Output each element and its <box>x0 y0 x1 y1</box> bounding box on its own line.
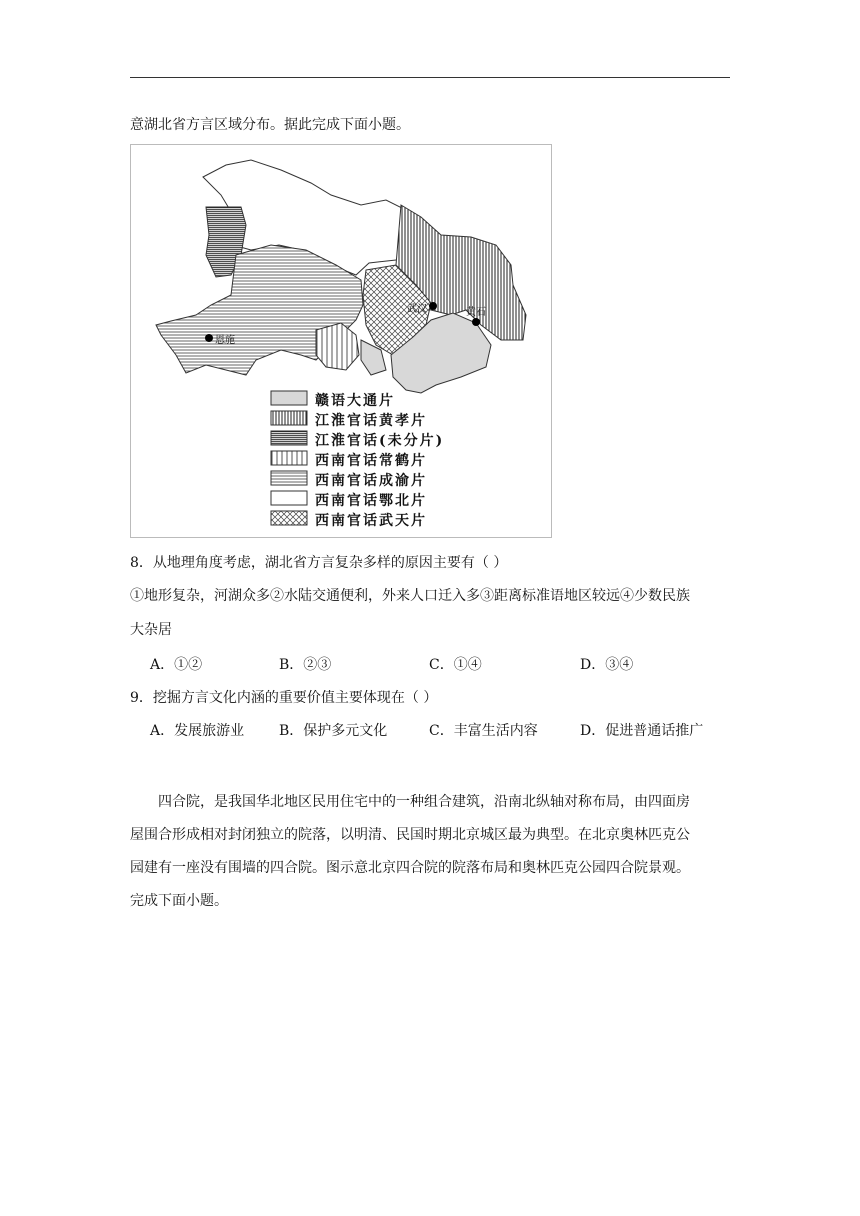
passage-line1: 四合院，是我国华北地区民用住宅中的一种组合建筑，沿南北纵轴对称布局，由四面房 <box>158 794 690 810</box>
q9-stem: 9．挖掘方言文化内涵的重要价值主要体现在（ ） <box>130 690 438 706</box>
q8-option-d[interactable]: D．③④ <box>580 657 634 673</box>
city-label-huangshi: 黄石 <box>466 307 486 318</box>
passage-line3: 园建有一座没有围墙的四合院。图示意北京四合院的院落布局和奥林匹克公园四合院景观。 <box>130 860 690 876</box>
q9-option-b[interactable]: B．保护多元文化 <box>279 723 388 739</box>
legend-label-2: 江淮官话(未分片) <box>315 433 445 449</box>
legend-label-6: 西南官话武天片 <box>315 513 427 529</box>
legend-label-0: 赣语大通片 <box>315 393 395 409</box>
wuhan-dot <box>429 302 437 310</box>
header-rule <box>130 77 730 78</box>
huangshi-dot <box>472 318 480 326</box>
q9-option-a[interactable]: A．发展旅游业 <box>150 723 245 739</box>
q8-option-a[interactable]: A．①② <box>150 657 203 673</box>
passage-line2: 屋围合形成相对封闭独立的院落，以明清、民国时期北京城区最为典型。在北京奥林匹克公 <box>130 827 690 843</box>
legend-label-4: 西南官话成渝片 <box>315 473 427 489</box>
q8-stem: 8．从地理角度考虑，湖北省方言复杂多样的原因主要有（ ） <box>130 555 508 571</box>
legend-label-1: 江淮官话黄孝片 <box>315 413 427 429</box>
region-changhe <box>316 323 359 370</box>
dialect-map <box>130 144 552 538</box>
passage-line4: 完成下面小题。 <box>130 893 228 909</box>
q8-option-b[interactable]: B．②③ <box>279 657 332 673</box>
enshi-dot <box>205 334 213 342</box>
q8-statements-line1: ①地形复杂，河湖众多②水陆交通便利，外来人口迁入多③距离标准语地区较远④少数民族 <box>130 588 690 604</box>
city-label-enshi: 恩施 <box>215 335 235 346</box>
legend-label-5: 西南官话鄂北片 <box>315 493 427 509</box>
city-label-wuhan: 武汉 <box>407 304 427 315</box>
q9-option-c[interactable]: C．丰富生活内容 <box>429 723 538 739</box>
q8-option-c[interactable]: C．①④ <box>429 657 482 673</box>
intro-text: 意湖北省方言区域分布。据此完成下面小题。 <box>130 117 410 133</box>
q8-statements-line2: 大杂居 <box>130 622 172 638</box>
q9-option-d[interactable]: D．促进普通话推广 <box>580 723 704 739</box>
legend-label-3: 西南官话常鹤片 <box>315 453 427 469</box>
